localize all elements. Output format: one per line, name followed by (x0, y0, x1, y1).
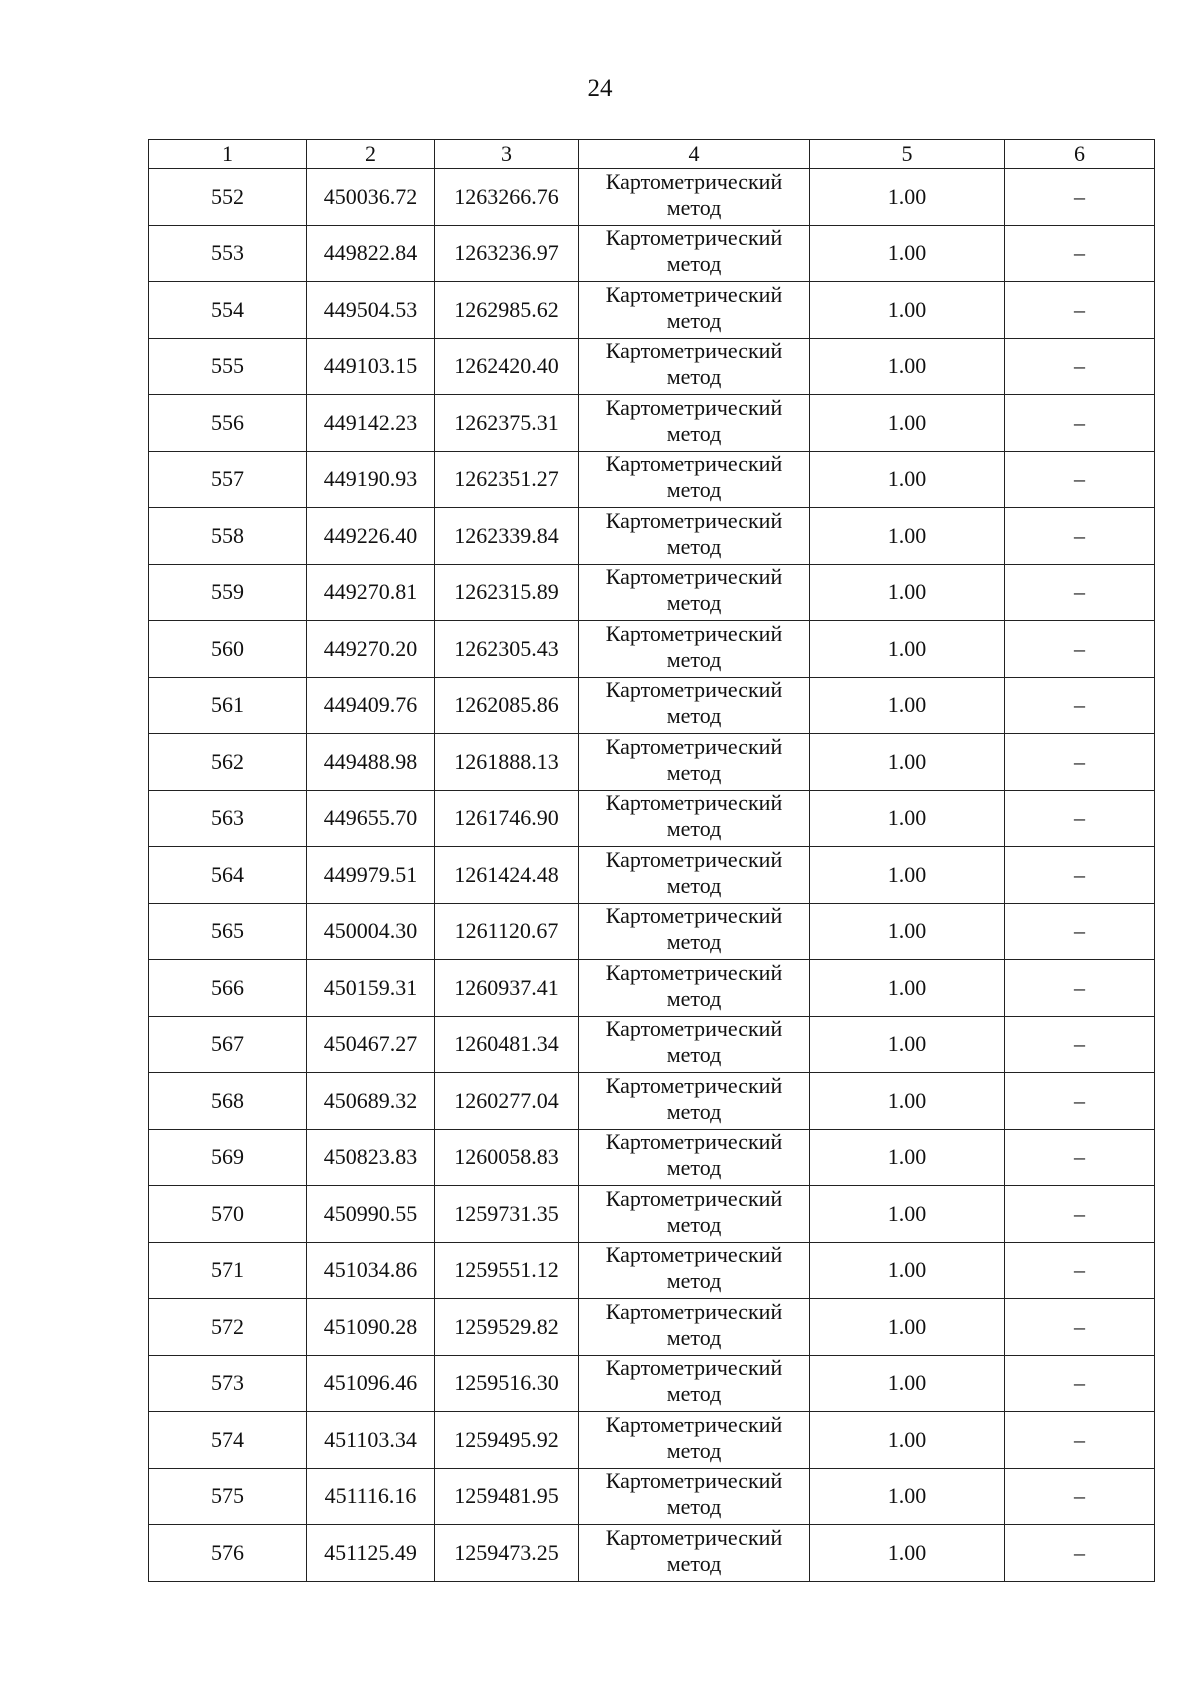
table-row (149, 1355, 1155, 1412)
method-cell (579, 225, 810, 282)
note-cell: – (1005, 790, 1155, 847)
method-line-1: Картометрический (605, 903, 783, 929)
note-cell: – (1005, 169, 1155, 226)
method-cell (579, 1242, 810, 1299)
note-cell: – (1005, 1355, 1155, 1412)
method-line-2: метод (666, 364, 722, 390)
note-cell: – (1005, 451, 1155, 508)
x-coordinate-cell: 449190.93 (307, 451, 435, 508)
table-row (149, 282, 1155, 339)
method-line-1: Картометрический (605, 1072, 783, 1098)
method-line-1: Картометрический (605, 507, 783, 533)
x-coordinate-cell: 450823.83 (307, 1129, 435, 1186)
method-line-1: Картометрический (605, 1129, 783, 1155)
method-line-1: Картометрический (605, 1242, 783, 1268)
note-cell: – (1005, 1412, 1155, 1469)
method-cell (579, 960, 810, 1017)
table-row (149, 564, 1155, 621)
table-row (149, 395, 1155, 452)
table-row (149, 1412, 1155, 1469)
method-line-2: метод (666, 1155, 722, 1181)
method-line-1: Картометрический (605, 790, 783, 816)
method-line-2: метод (666, 1381, 722, 1407)
method-cell (579, 734, 810, 791)
x-coordinate-cell: 451116.16 (307, 1468, 435, 1525)
table-row (149, 508, 1155, 565)
point-number-cell: 571 (149, 1242, 307, 1299)
method-cell (579, 282, 810, 339)
table-row (149, 1299, 1155, 1356)
method-cell (579, 903, 810, 960)
point-number-cell: 572 (149, 1299, 307, 1356)
method-line-2: метод (666, 703, 722, 729)
table-row (149, 790, 1155, 847)
note-cell: – (1005, 847, 1155, 904)
method-line-1: Картометрический (605, 959, 783, 985)
note-cell: – (1005, 1525, 1155, 1582)
note-cell: – (1005, 960, 1155, 1017)
note-cell: – (1005, 677, 1155, 734)
method-line-1: Картометрический (605, 1016, 783, 1042)
accuracy-cell: 1.00 (810, 1073, 1005, 1130)
method-line-1: Картометрический (605, 1355, 783, 1381)
table-row (149, 338, 1155, 395)
x-coordinate-cell: 449270.81 (307, 564, 435, 621)
x-coordinate-cell: 450467.27 (307, 1016, 435, 1073)
column-header-5: 5 (810, 140, 1005, 169)
method-cell (579, 677, 810, 734)
accuracy-cell: 1.00 (810, 1525, 1005, 1582)
y-coordinate-cell: 1261424.48 (435, 847, 579, 904)
method-line-2: метод (666, 1494, 722, 1520)
accuracy-cell: 1.00 (810, 1016, 1005, 1073)
method-line-2: метод (666, 1324, 722, 1350)
y-coordinate-cell: 1261746.90 (435, 790, 579, 847)
note-cell: – (1005, 903, 1155, 960)
note-cell: – (1005, 395, 1155, 452)
accuracy-cell: 1.00 (810, 338, 1005, 395)
point-number-cell: 559 (149, 564, 307, 621)
method-line-2: метод (666, 590, 722, 616)
note-cell: – (1005, 734, 1155, 791)
y-coordinate-cell: 1260058.83 (435, 1129, 579, 1186)
table-row (149, 621, 1155, 678)
method-cell (579, 1129, 810, 1186)
x-coordinate-cell: 450990.55 (307, 1186, 435, 1243)
x-coordinate-cell: 451034.86 (307, 1242, 435, 1299)
method-line-2: метод (666, 759, 722, 785)
x-coordinate-cell: 451096.46 (307, 1355, 435, 1412)
table-row (149, 1525, 1155, 1582)
table-header-row (149, 140, 1155, 169)
method-cell (579, 169, 810, 226)
x-coordinate-cell: 449488.98 (307, 734, 435, 791)
x-coordinate-cell: 449822.84 (307, 225, 435, 282)
point-number-cell: 552 (149, 169, 307, 226)
note-cell: – (1005, 1073, 1155, 1130)
method-line-1: Картометрический (605, 1524, 783, 1550)
accuracy-cell: 1.00 (810, 1242, 1005, 1299)
note-cell: – (1005, 508, 1155, 565)
method-line-1: Картометрический (605, 733, 783, 759)
method-line-2: метод (666, 420, 722, 446)
point-number-cell: 564 (149, 847, 307, 904)
table-row (149, 451, 1155, 508)
y-coordinate-cell: 1261888.13 (435, 734, 579, 791)
method-line-2: метод (666, 985, 722, 1011)
column-header-6: 6 (1005, 140, 1155, 169)
y-coordinate-cell: 1259481.95 (435, 1468, 579, 1525)
method-line-2: метод (666, 646, 722, 672)
x-coordinate-cell: 449504.53 (307, 282, 435, 339)
table-row (149, 1468, 1155, 1525)
point-number-cell: 568 (149, 1073, 307, 1130)
table-row (149, 1242, 1155, 1299)
y-coordinate-cell: 1259516.30 (435, 1355, 579, 1412)
accuracy-cell: 1.00 (810, 1186, 1005, 1243)
accuracy-cell: 1.00 (810, 1299, 1005, 1356)
table-row (149, 1129, 1155, 1186)
method-cell (579, 451, 810, 508)
accuracy-cell: 1.00 (810, 734, 1005, 791)
method-cell (579, 1186, 810, 1243)
point-number-cell: 565 (149, 903, 307, 960)
x-coordinate-cell: 449655.70 (307, 790, 435, 847)
point-number-cell: 556 (149, 395, 307, 452)
point-number-cell: 560 (149, 621, 307, 678)
y-coordinate-cell: 1261120.67 (435, 903, 579, 960)
method-cell (579, 1412, 810, 1469)
y-coordinate-cell: 1260937.41 (435, 960, 579, 1017)
point-number-cell: 563 (149, 790, 307, 847)
method-line-2: метод (666, 872, 722, 898)
point-number-cell: 567 (149, 1016, 307, 1073)
method-line-1: Картометрический (605, 1411, 783, 1437)
point-number-cell: 575 (149, 1468, 307, 1525)
point-number-cell: 554 (149, 282, 307, 339)
y-coordinate-cell: 1263236.97 (435, 225, 579, 282)
x-coordinate-cell: 449226.40 (307, 508, 435, 565)
method-line-1: Картометрический (605, 1298, 783, 1324)
accuracy-cell: 1.00 (810, 1355, 1005, 1412)
note-cell: – (1005, 1129, 1155, 1186)
point-number-cell: 573 (149, 1355, 307, 1412)
method-line-2: метод (666, 477, 722, 503)
table-row (149, 847, 1155, 904)
x-coordinate-cell: 450004.30 (307, 903, 435, 960)
point-number-cell: 576 (149, 1525, 307, 1582)
y-coordinate-cell: 1262305.43 (435, 621, 579, 678)
table-row (149, 225, 1155, 282)
method-line-2: метод (666, 1550, 722, 1576)
method-line-2: метод (666, 1042, 722, 1068)
coordinates-table (148, 139, 1155, 1582)
note-cell: – (1005, 338, 1155, 395)
x-coordinate-cell: 450689.32 (307, 1073, 435, 1130)
point-number-cell: 566 (149, 960, 307, 1017)
point-number-cell: 553 (149, 225, 307, 282)
note-cell: – (1005, 1186, 1155, 1243)
y-coordinate-cell: 1262351.27 (435, 451, 579, 508)
method-line-1: Картометрический (605, 451, 783, 477)
y-coordinate-cell: 1262339.84 (435, 508, 579, 565)
note-cell: – (1005, 564, 1155, 621)
table-row (149, 1016, 1155, 1073)
method-cell (579, 847, 810, 904)
page-number: 24 (587, 75, 613, 102)
point-number-cell: 555 (149, 338, 307, 395)
method-cell (579, 621, 810, 678)
x-coordinate-cell: 450036.72 (307, 169, 435, 226)
method-line-2: метод (666, 816, 722, 842)
method-cell (579, 1016, 810, 1073)
column-header-1: 1 (149, 140, 307, 169)
point-number-cell: 574 (149, 1412, 307, 1469)
accuracy-cell: 1.00 (810, 903, 1005, 960)
accuracy-cell: 1.00 (810, 395, 1005, 452)
x-coordinate-cell: 450159.31 (307, 960, 435, 1017)
method-line-1: Картометрический (605, 846, 783, 872)
note-cell: – (1005, 621, 1155, 678)
point-number-cell: 558 (149, 508, 307, 565)
method-cell (579, 790, 810, 847)
note-cell: – (1005, 1016, 1155, 1073)
point-number-cell: 562 (149, 734, 307, 791)
accuracy-cell: 1.00 (810, 564, 1005, 621)
table-row (149, 903, 1155, 960)
accuracy-cell: 1.00 (810, 1129, 1005, 1186)
point-number-cell: 570 (149, 1186, 307, 1243)
table-row (149, 960, 1155, 1017)
method-line-1: Картометрический (605, 677, 783, 703)
column-header-2: 2 (307, 140, 435, 169)
accuracy-cell: 1.00 (810, 621, 1005, 678)
method-line-2: метод (666, 1437, 722, 1463)
accuracy-cell: 1.00 (810, 451, 1005, 508)
note-cell: – (1005, 1468, 1155, 1525)
method-line-2: метод (666, 533, 722, 559)
method-line-2: метод (666, 1211, 722, 1237)
column-header-3: 3 (435, 140, 579, 169)
note-cell: – (1005, 1242, 1155, 1299)
method-line-1: Картометрический (605, 1468, 783, 1494)
y-coordinate-cell: 1262985.62 (435, 282, 579, 339)
y-coordinate-cell: 1260277.04 (435, 1073, 579, 1130)
accuracy-cell: 1.00 (810, 169, 1005, 226)
method-line-1: Картометрический (605, 338, 783, 364)
y-coordinate-cell: 1262375.31 (435, 395, 579, 452)
y-coordinate-cell: 1259551.12 (435, 1242, 579, 1299)
table-row (149, 1073, 1155, 1130)
x-coordinate-cell: 449103.15 (307, 338, 435, 395)
table-row (149, 1186, 1155, 1243)
note-cell: – (1005, 225, 1155, 282)
method-line-1: Картометрический (605, 620, 783, 646)
note-cell: – (1005, 282, 1155, 339)
x-coordinate-cell: 449409.76 (307, 677, 435, 734)
method-line-2: метод (666, 251, 722, 277)
method-line-2: метод (666, 929, 722, 955)
method-cell (579, 1299, 810, 1356)
y-coordinate-cell: 1262315.89 (435, 564, 579, 621)
accuracy-cell: 1.00 (810, 282, 1005, 339)
table-body (149, 169, 1155, 1582)
y-coordinate-cell: 1262420.40 (435, 338, 579, 395)
method-cell (579, 1525, 810, 1582)
accuracy-cell: 1.00 (810, 1468, 1005, 1525)
method-line-1: Картометрический (605, 225, 783, 251)
accuracy-cell: 1.00 (810, 847, 1005, 904)
method-line-2: метод (666, 1098, 722, 1124)
method-line-1: Картометрический (605, 1185, 783, 1211)
accuracy-cell: 1.00 (810, 960, 1005, 1017)
y-coordinate-cell: 1259529.82 (435, 1299, 579, 1356)
table-row (149, 677, 1155, 734)
y-coordinate-cell: 1259495.92 (435, 1412, 579, 1469)
accuracy-cell: 1.00 (810, 790, 1005, 847)
y-coordinate-cell: 1260481.34 (435, 1016, 579, 1073)
method-cell (579, 338, 810, 395)
method-cell (579, 395, 810, 452)
method-line-2: метод (666, 1268, 722, 1294)
method-line-1: Картометрический (605, 281, 783, 307)
method-cell (579, 1468, 810, 1525)
accuracy-cell: 1.00 (810, 508, 1005, 565)
x-coordinate-cell: 451090.28 (307, 1299, 435, 1356)
table-row (149, 734, 1155, 791)
y-coordinate-cell: 1259473.25 (435, 1525, 579, 1582)
y-coordinate-cell: 1259731.35 (435, 1186, 579, 1243)
accuracy-cell: 1.00 (810, 225, 1005, 282)
method-cell (579, 1355, 810, 1412)
point-number-cell: 561 (149, 677, 307, 734)
x-coordinate-cell: 449979.51 (307, 847, 435, 904)
accuracy-cell: 1.00 (810, 677, 1005, 734)
y-coordinate-cell: 1262085.86 (435, 677, 579, 734)
x-coordinate-cell: 451103.34 (307, 1412, 435, 1469)
method-cell (579, 1073, 810, 1130)
point-number-cell: 557 (149, 451, 307, 508)
table-row (149, 169, 1155, 226)
method-cell (579, 564, 810, 621)
method-line-1: Картометрический (605, 168, 783, 194)
method-line-1: Картометрический (605, 394, 783, 420)
x-coordinate-cell: 449270.20 (307, 621, 435, 678)
point-number-cell: 569 (149, 1129, 307, 1186)
method-line-2: метод (666, 307, 722, 333)
method-line-1: Картометрический (605, 564, 783, 590)
y-coordinate-cell: 1263266.76 (435, 169, 579, 226)
x-coordinate-cell: 451125.49 (307, 1525, 435, 1582)
accuracy-cell: 1.00 (810, 1412, 1005, 1469)
x-coordinate-cell: 449142.23 (307, 395, 435, 452)
note-cell: – (1005, 1299, 1155, 1356)
column-header-4: 4 (579, 140, 810, 169)
method-line-2: метод (666, 194, 722, 220)
method-cell (579, 508, 810, 565)
